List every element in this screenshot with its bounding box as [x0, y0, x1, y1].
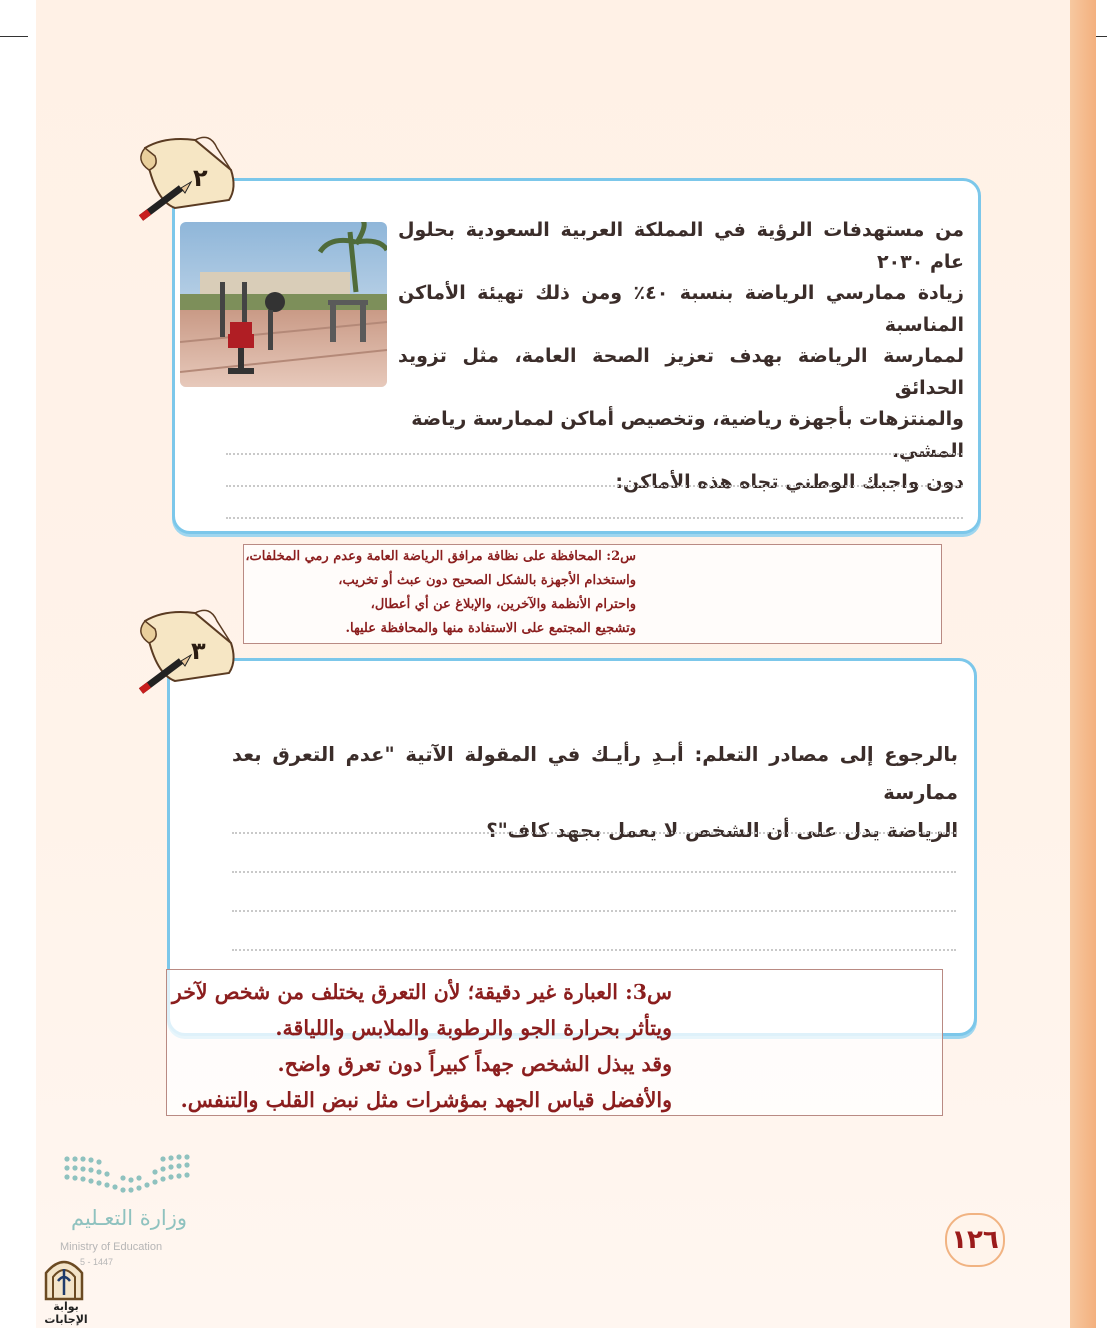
answer-line[interactable] — [226, 453, 963, 455]
activity-3-number: ٣ — [191, 637, 206, 665]
activity-2-line: المشي. — [891, 439, 964, 462]
answer-line[interactable] — [232, 832, 956, 834]
activity-2-answer-line: واحترام الأنظمة والآخرين، والإبلاغ عن أي أعطال، — [370, 597, 636, 612]
ministry-logo-dots-icon — [62, 1154, 198, 1198]
answer-line[interactable] — [232, 949, 956, 951]
page-number: ١٢٦ — [945, 1213, 1005, 1267]
activity-3-answer-line: ويتأثر بحرارة الجو والرطوبة والملابس واللياقة. — [275, 1016, 672, 1040]
ministry-name-english: Ministry of Education — [60, 1241, 163, 1253]
activity-2-line: من مستهدفات الرؤية في المملكة العربية السعودية بحلول عام ٢٠٣٠ — [398, 219, 964, 273]
activity-3-line: بالرجوع إلى مصادر التعلم: أبـدِ رأيـك في المقولة الآتية "عدم التعرق بعد ممارسة — [232, 743, 958, 804]
activity-2-text — [398, 215, 964, 499]
activity-2-answer-box — [243, 544, 942, 644]
answer-line[interactable] — [232, 910, 956, 912]
activity-2-scroll-icon — [135, 130, 243, 225]
ministry-year: 5 - 1447 — [80, 1257, 114, 1267]
activity-3-line: الرياضة يدل على أن الشخص لا يعمل بجهد كاف"؟ — [486, 819, 958, 842]
outdoor-gym-photo — [180, 222, 387, 387]
activity-2-answer-line: واستخدام الأجهزة بالشكل الصحيح دون عبث أو تخريب، — [338, 573, 636, 588]
activity-3-answer-line: س3: العبارة غير دقيقة؛ لأن التعرق يختلف من شخص لآخر — [171, 980, 672, 1004]
activity-2-line: زيادة ممارسي الرياضة بنسبة ٤٠٪ ومن ذلك تهيئة الأماكن المناسبة — [398, 282, 964, 336]
answer-line[interactable] — [226, 517, 963, 519]
activity-2-line: لممارسة الرياضة بهدف تعزيز الصحة العامة، مثل تزويد الحدائق — [398, 345, 964, 399]
activity-2-prompt: دون واجبك الوطني تجاه هذه الأماكن: — [615, 471, 964, 493]
crop-mark — [0, 36, 28, 37]
activity-2-line: والمنتزهات بأجهزة رياضية، وتخصيص أماكن لممارسة رياضة — [411, 408, 964, 430]
activity-2-answer-line: س2: المحافظة على نظافة مرافق الرياضة العامة وعدم رمي المخلفات، — [245, 549, 636, 564]
bawaba-logo-icon — [42, 1255, 86, 1301]
answer-line[interactable] — [232, 871, 956, 873]
activity-3-answer-line: والأفضل قياس الجهد بمؤشرات مثل نبض القلب والتنفس. — [180, 1088, 672, 1112]
activity-2-answer-line: وتشجيع المجتمع على الاستفادة منها والمحافظة عليها. — [345, 621, 636, 636]
activity-3-answer-box — [166, 969, 943, 1116]
activity-3-scroll-icon — [135, 603, 243, 698]
page-edge-strip — [1070, 0, 1096, 1328]
activity-3-answer-line: وقد يبذل الشخص جهداً كبيراً دون تعرق واضح. — [277, 1052, 672, 1076]
answer-line[interactable] — [226, 485, 963, 487]
activity-2-number: ٢ — [193, 164, 208, 192]
ministry-name-arabic: وزارة التعـليم — [70, 1206, 188, 1230]
site-name: بوابة الإجابات — [44, 1300, 88, 1326]
